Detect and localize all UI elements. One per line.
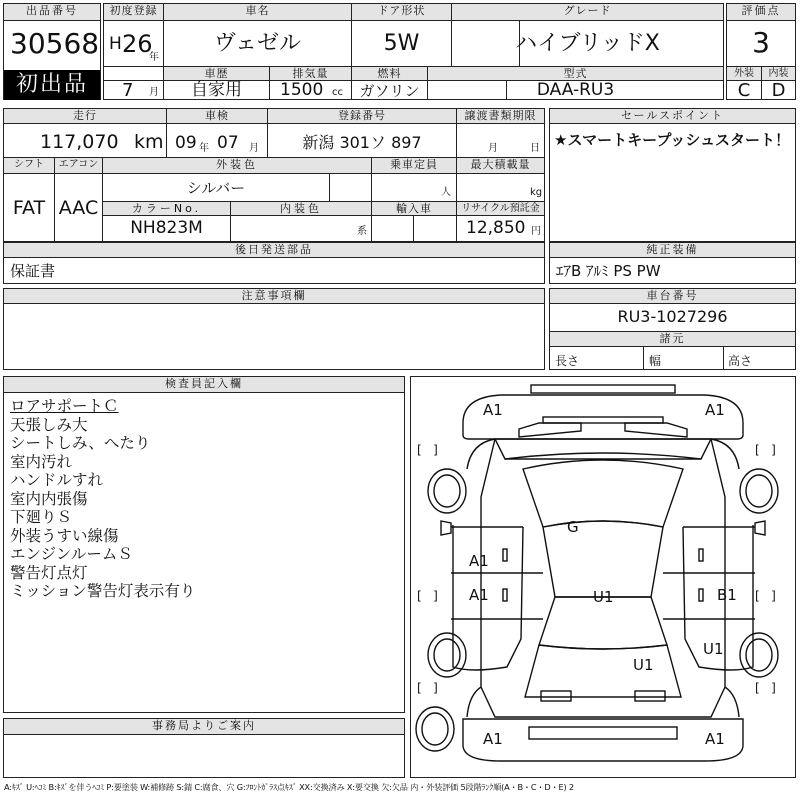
damage-mark: U1	[593, 588, 614, 606]
int-color-unit: 系	[357, 226, 367, 237]
ext-color-label: 外装色	[103, 158, 371, 173]
displacement-label: 排気量	[270, 67, 351, 80]
shift-value: FAT	[12, 197, 46, 219]
damage-mark: A1	[469, 552, 489, 570]
displacement-unit: cc	[332, 87, 343, 98]
later-parts-label: 後日発送部品	[4, 243, 544, 258]
capacity-label: 乗車定員	[372, 158, 456, 173]
damage-mark: A1	[483, 730, 503, 748]
history-value: 自家用	[191, 80, 242, 100]
recycle-label: リサイクル預託金	[457, 202, 544, 215]
dims-height: 高さ	[728, 354, 753, 368]
vehicle-detail-box	[3, 108, 545, 242]
bracket-left-mid: [ ]	[417, 589, 438, 603]
equipment-label: 純正装備	[550, 243, 795, 258]
office-label: 事務局よりご案内	[4, 719, 404, 735]
grade-label: グレード	[452, 4, 723, 20]
score-value: 3	[752, 26, 770, 59]
sales-point-value: ★スマートキープッシュスタート！	[554, 131, 791, 149]
car-outline-diagram	[411, 377, 795, 777]
first-reg-month: 7	[122, 80, 134, 101]
transfer-label: 譲渡書類期限	[457, 109, 544, 123]
remark-line: 下廻りＳ	[10, 508, 73, 526]
int-color-label: 内装色	[231, 202, 371, 215]
damage-mark: A1	[705, 401, 725, 419]
bracket-right-mid: [ ]	[755, 589, 776, 603]
model-label: 型式	[428, 67, 723, 80]
equipment-value: ｴｱB ｱﾙﾐ PS PW	[556, 262, 661, 280]
displacement-value: 1500	[280, 80, 324, 100]
door-value: 5W	[383, 31, 420, 56]
first-reg-era: H	[109, 34, 122, 54]
equipment-box	[549, 242, 796, 284]
door-label: ドア形状	[352, 4, 451, 20]
lot-label: 出品番号	[4, 4, 100, 21]
damage-mark: A1	[705, 730, 725, 748]
remark-line: ミッション警告灯表示有り	[10, 582, 196, 600]
color-no-value: NH823M	[130, 218, 203, 238]
first-reg-year: 26	[122, 30, 153, 58]
chassis-value: RU3-1027296	[617, 307, 728, 326]
bracket-left-low: [ ]	[417, 681, 438, 695]
ext-score-label: 外装	[727, 67, 761, 80]
remark-line: 外装うすい線傷	[10, 526, 119, 545]
inspector-box	[3, 376, 405, 713]
plate-value: 新潟 301ソ 897	[302, 133, 422, 152]
recycle-value: 12,850	[466, 218, 526, 238]
sales-point-box	[549, 108, 796, 242]
notes-box	[3, 288, 545, 370]
inspection-month: 07	[217, 133, 239, 153]
shift-label: シフト	[4, 158, 54, 173]
grade-value: ハイブリッドX	[515, 31, 660, 56]
dims-width: 幅	[649, 354, 662, 368]
later-parts-value: 保証書	[10, 262, 56, 280]
car-info-box	[103, 3, 724, 100]
recycle-unit: 円	[531, 226, 541, 237]
remark-line: 警告灯点灯	[10, 563, 88, 582]
legend-footer: A:ｷｽﾞ U:ﾍｺﾐ B:ｷｽﾞを伴うﾍｺﾐ P:要塗装 W:補修跡 S:錆 C:腐食、穴 G:ﾌﾛﾝﾄｶﾞﾗｽ点ｷｽﾞ XX:交換済み X:要交換 欠:欠品 内・外装評価 5段階ﾗﾝｸ順(A・B・C・D・E) 2	[4, 782, 574, 792]
remark-line: ロアサポートＣ	[10, 397, 119, 415]
ext-color-value: シルバー	[186, 179, 246, 197]
remark-line: 室内汚れ	[10, 452, 73, 471]
inspection-year-unit: 年	[199, 143, 209, 154]
bracket-right-top: [ ]	[755, 443, 776, 457]
int-score-value: D	[771, 80, 786, 101]
dims-label: 諸元	[550, 332, 795, 347]
car-name-label: 車名	[164, 4, 351, 20]
score-box	[726, 3, 796, 100]
damage-mark: A1	[483, 401, 503, 419]
first-reg-month-unit: 月	[149, 87, 159, 98]
remark-line: シートしみ、へたり	[10, 434, 151, 452]
remark-line: エンジンルームＳ	[10, 545, 133, 563]
plate-label: 登録番号	[268, 109, 456, 123]
first-listing-badge: 初出品	[4, 70, 100, 100]
damage-mark: A1	[469, 586, 489, 604]
inspection-label: 車検	[167, 109, 267, 123]
max-load-unit: kg	[530, 187, 543, 198]
damage-diagram	[410, 376, 796, 778]
import-label: 輸入車	[372, 202, 456, 215]
mileage-label: 走行	[4, 109, 166, 123]
damage-mark: U1	[703, 640, 724, 658]
remark-line: 室内内張傷	[10, 489, 88, 508]
lot-number: 30568	[10, 27, 100, 60]
lot-box	[3, 3, 101, 100]
first-reg-year-unit: 年	[149, 52, 159, 63]
fuel-value: ガソリン	[359, 82, 420, 100]
inspection-year: 09	[175, 133, 197, 153]
score-label: 評価点	[727, 4, 795, 21]
capacity-unit: 人	[441, 187, 451, 198]
sales-point-label: セールスポイント	[550, 109, 795, 124]
notes-label: 注意事項欄	[4, 289, 544, 304]
mileage-value: 117,070	[40, 131, 119, 153]
later-parts-box	[3, 242, 545, 284]
max-load-label: 最大積載量	[457, 158, 544, 173]
chassis-label: 車台番号	[550, 289, 795, 304]
office-box	[3, 718, 405, 778]
bracket-left-top: [ ]	[417, 443, 438, 457]
mileage-unit: km	[134, 131, 164, 153]
chassis-box	[549, 288, 796, 370]
first-reg-label: 初度登録	[104, 4, 163, 20]
damage-mark: G	[567, 518, 579, 536]
aircon-label: エアコン	[55, 158, 102, 173]
int-score-label: 内装	[762, 67, 795, 80]
aircon-value: AAC	[58, 197, 99, 219]
damage-mark: U1	[633, 656, 654, 674]
fuel-label: 燃料	[352, 67, 427, 80]
dims-length: 長さ	[555, 354, 580, 368]
transfer-month-unit: 月	[488, 143, 498, 154]
inspection-month-unit: 月	[249, 143, 259, 154]
damage-mark: B1	[717, 586, 737, 604]
ext-score-value: C	[737, 80, 751, 101]
color-no-label: カラーNo.	[103, 202, 230, 215]
model-value: DAA-RU3	[536, 80, 615, 100]
transfer-day-unit: 日	[530, 143, 540, 154]
remark-line: 天張しみ大	[10, 415, 88, 434]
inspector-remarks	[10, 397, 195, 601]
remark-line: ハンドルすれ	[10, 471, 104, 489]
bracket-right-low: [ ]	[755, 681, 776, 695]
inspector-label: 検査員記入欄	[4, 377, 404, 393]
history-label: 車歴	[164, 67, 269, 80]
car-name-value: ヴェゼル	[213, 31, 302, 56]
